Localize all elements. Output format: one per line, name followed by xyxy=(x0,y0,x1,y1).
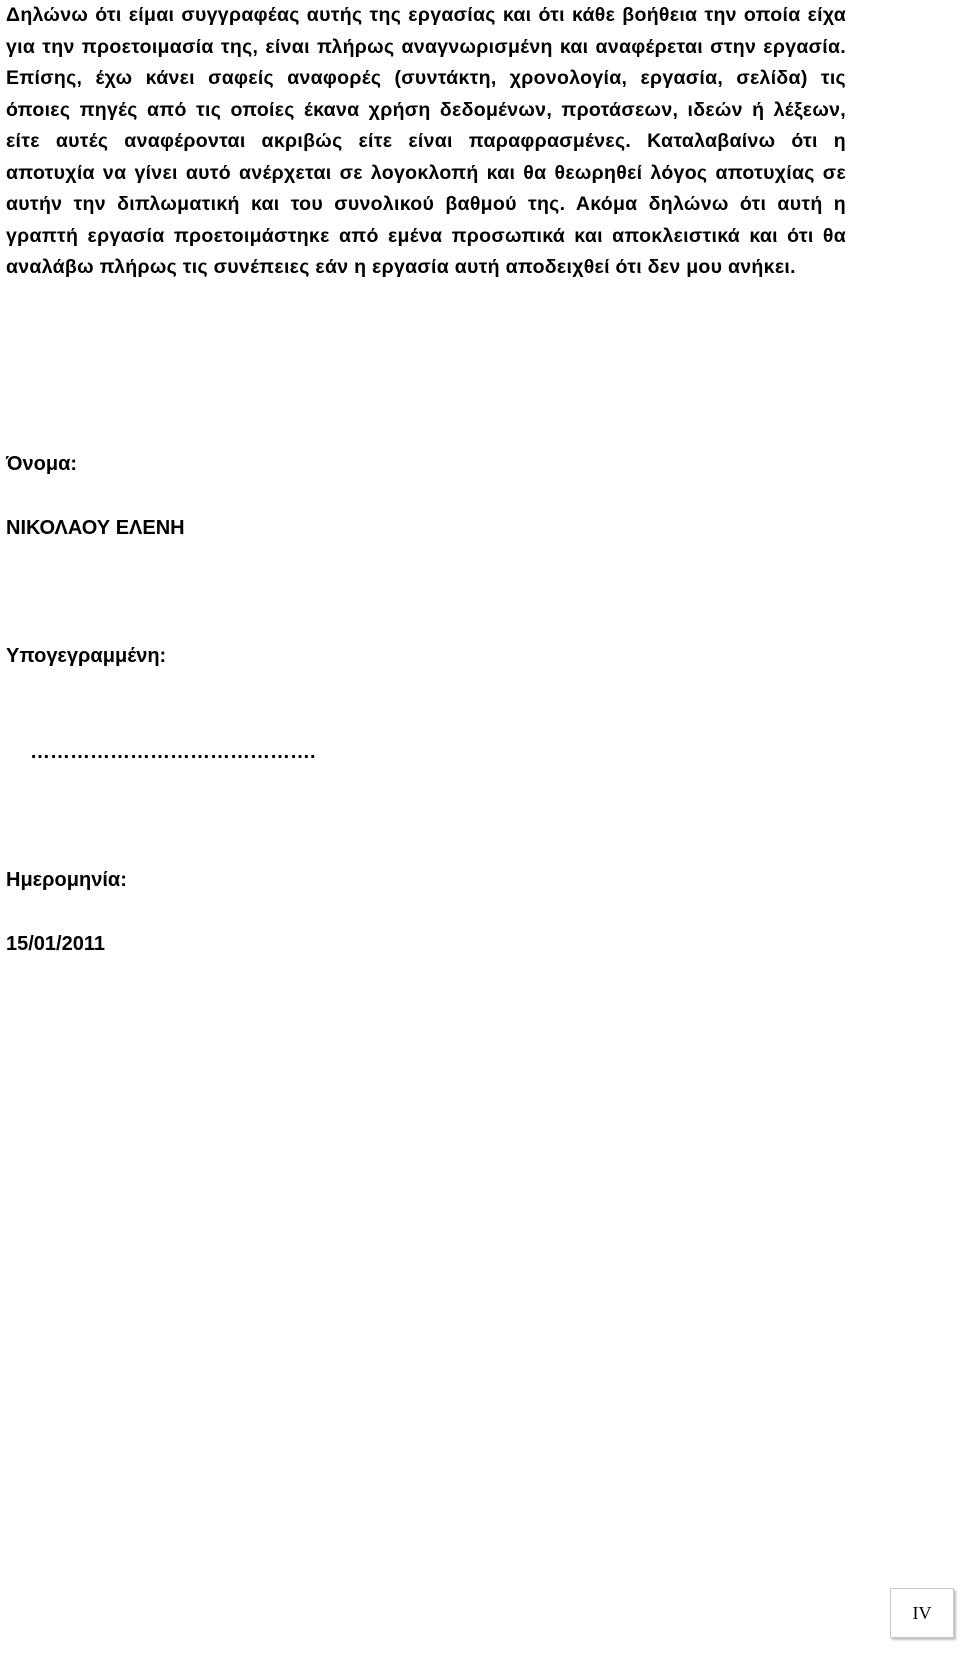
page-number-box xyxy=(890,1588,954,1638)
signature-line: ……………………………………. xyxy=(30,741,316,763)
date-label: Ημερομηνία: xyxy=(6,869,127,891)
signature-label: Υπογεγραμμένη: xyxy=(6,645,167,667)
name-value: ΝΙΚΟΛΑΟΥ ΕΛΕΝΗ xyxy=(6,517,185,539)
page-number: IV xyxy=(912,1602,932,1623)
date-value: 15/01/2011 xyxy=(6,933,105,955)
declaration-paragraph: Δηλώνω ότι είμαι συγγραφέας αυτής της εργασίας και ότι κάθε βοήθεια την οποία είχα για την προετοιμασία της, είναι πλήρως αναγνωρισμένη και αναφέρεται στην εργασία. Επίσης, έχω κάνει σαφείς αναφορές (συντάκτη, χρονολογία, εργασία, σελίδα) τις όποιες πηγές από τις οποίες έκανα χρήση δεδομένων, προτάσεων, ιδεών ή λέξεων, είτε αυτές αναφέρονται ακριβώς είτε είναι παραφρασμένες. Καταλαβαίνω ότι η αποτυχία να γίνει αυτό ανέρχεται σε λογοκλοπή και θα θεωρηθεί λόγος αποτυχίας σε αυτήν την διπλωματική και του συνολικού βαθμού της. Ακόμα δηλώνω ότι αυτή η γραπτή εργασία προετοιμάστηκε από εμένα προσωπικά και αποκλειστικά και ότι θα αναλάβω πλήρως τις συνέπειες εάν η εργασία αυτή αποδειχθεί ότι δεν μου ανήκει. xyxy=(6,4,846,278)
name-label: Όνομα: xyxy=(6,453,78,475)
